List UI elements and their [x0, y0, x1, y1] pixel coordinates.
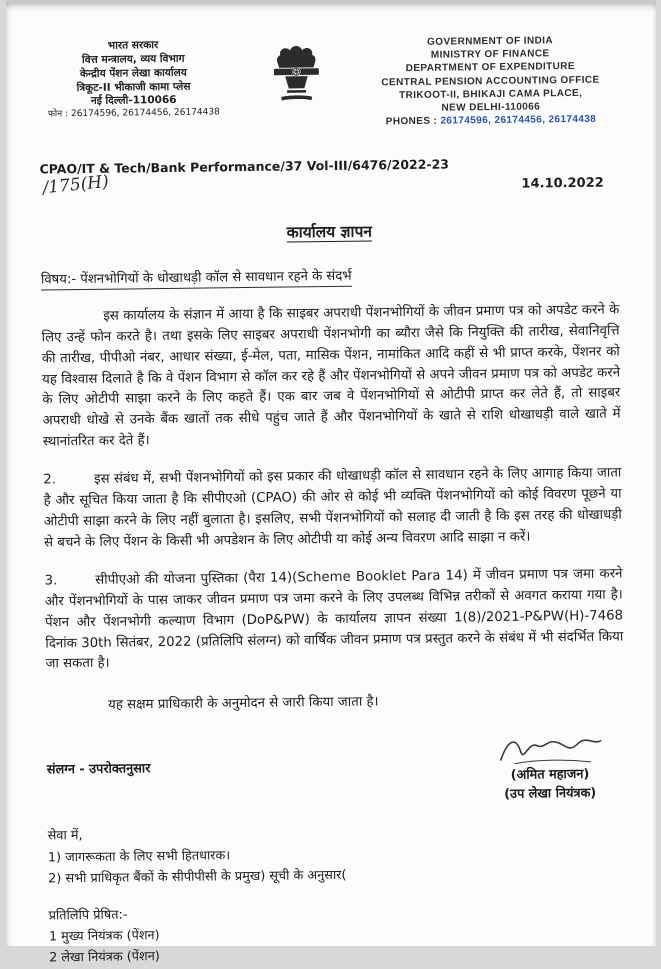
paragraph-2 [43, 464, 622, 554]
signatory-designation: (उप लेखा नियंत्रक) [503, 786, 596, 803]
phones-numbers: 26174596, 26174456, 26174438 [439, 113, 596, 127]
letterhead-hindi-line: भारत सरकार [107, 39, 158, 52]
letterhead-hindi-line: त्रिकूट-II भीकाजी कामा प्लेस [76, 80, 191, 94]
document-date: 14.10.2022 [520, 175, 604, 192]
letterhead-hindi-line: केन्द्रीय पेंशन लेखा कार्यालय [79, 66, 187, 80]
letterhead-english-line: CENTRAL PENSION ACCOUNTING OFFICE [380, 74, 600, 88]
letterhead-english-line: TRIKOOT-II, BHIKAJI CAMA PLACE, [398, 87, 582, 101]
letterhead-english-block [363, 33, 616, 128]
memo-title: कार्यालय ज्ञापन [286, 222, 372, 242]
scanned-office-memorandum [6, 0, 656, 966]
reference-number: CPAO/IT & Tech/Bank Performance/37 Vol-III/6476/2022-23 [38, 156, 449, 177]
letterhead-english-line: DEPARTMENT OF EXPENDITURE [405, 61, 575, 75]
letterhead-english-line: NEW DELHI-110066 [440, 101, 540, 114]
phones-label: PHONES : [385, 115, 441, 128]
letterhead-hindi-phone-line: फोन : 26174596, 26174456, 26174438 [47, 107, 220, 120]
signature-row [46, 733, 625, 810]
addressee-block [47, 819, 626, 889]
reference-left [39, 153, 521, 198]
paragraph-2-text: इस संबंध में, सभी पेंशनभोगियों को इस प्रकार की धोखाधड़ी कॉल से सावधान रहने के लिए आगाह किया जाता है और सूचित किया जाता है कि सीपीएओ (CPAO) की ओर से कोई भी व्यक्ति पेंशनभोगियों को कोई विवरण पूछने या ओटीपी साझा करने के लिए नहीं बुलाता है। इसलिए, सभी पेंशनभोगियों को सलाह दी जाती है कि इस तरह की धोखाधड़ी से बचने के लिए पेंशन के किसी भी अपडेशन के लिए ओटीपी या कोई अन्य विवरण आदि साझा न करें। [43, 465, 622, 551]
letterhead-english-line: GOVERNMENT OF INDIA [426, 35, 553, 48]
copy-to-block [48, 898, 627, 968]
letterhead-phones-line [364, 113, 616, 129]
paragraph-1 [41, 301, 621, 453]
national-emblem-icon [260, 37, 331, 108]
addressee-salutation: सेवा में, [47, 828, 83, 844]
document-content [1, 0, 661, 969]
subject-text: विषय:- पेंशनभोगियों के धोखाधड़ी कॉल से सावधान रहने के संदर्भ [40, 269, 351, 291]
letterhead-english-line: MINISTRY OF FINANCE [430, 48, 550, 61]
signature-scribble-icon [494, 733, 604, 768]
letterhead [37, 33, 616, 132]
paragraph-3 [44, 565, 623, 676]
signatory-name: (अमित महाजन) [510, 766, 589, 783]
copy-to-item: 2 लेखा नियंत्रक (पेंशन) [48, 949, 160, 966]
subject-line [40, 263, 618, 288]
enclosure-note: संलग्न - उपरोक्तनुसार [46, 761, 150, 778]
addressee-item: 1) जागरूकता के लिए सभी हितधारक। [47, 847, 230, 866]
copy-to-heading: प्रतिलिपि प्रेषित:- [48, 907, 127, 924]
title-row [40, 217, 618, 246]
handwritten-diary-number: /175(H) [41, 172, 110, 199]
closing-line [45, 689, 623, 714]
addressee-item: 2) सभी प्राधिकृत बैंकों के सीपीपीसी के प्रमुख) सूची के अनुसार( [47, 867, 347, 887]
letterhead-hindi-block [37, 38, 228, 121]
paragraph-2-number: 2. [42, 472, 56, 488]
letterhead-hindi-line: वित्त मन्त्रालय, व्यय विभाग [81, 52, 185, 66]
reference-row [39, 152, 617, 198]
copy-to-item: 1 मुख्य नियंत्रक (पेंशन) [48, 928, 160, 945]
paragraph-3-text: सीपीएओ की योजना पुस्तिका (पैरा 14)(Scheme Booklet Para 14) में जीवन प्रमाण पत्र जमा करने और पेंशनभोगियों के पास जाकर जीवन प्रमाण पत्र जमा करने के लिए उपलब्ध विभिन्न तरीकों से अवगत कराया गया है। पेंशन और पेंशनभोगी कल्याण विभाग (DoP&PW) के कार्यालय ज्ञापन संख्या 1(8)/2021-P&PW(H)-7468 दिनांक 30th सितंबर, 2022 (प्रतिलिपि संलग्न) को वार्षिक जीवन प्रमाण पत्र प्रस्तुत करने के संबंध में भी संदर्भित किया जा सकता है। [44, 566, 623, 672]
paragraph-1-text: इस कार्यालय के संज्ञान में आया है कि साइबर अपराधी पेंशनभोगियों के जीवन प्रमाण पत्र को अपडेट करने के लिए उन्हें फोन करते है। तथा इसके लिए साइबर अपराधी पेंशनभोगी का ब्यौरा जैसे कि नियुक्ति की तारीख, सेवानिवृत्ति की तारीख, पीपीओ नंबर, आधार संख्या, ई-मेल, पता, मासिक पेंशन, नामांकित आदि कहीं से भी प्राप्त करके, पेंशनर को यह विश्वास दिलाते है कि वे पेंशन विभाग से कॉल कर रहे हैं और पेंशनभोगियों से अपने जीवन प्रमाण पत्र को अपडेट करने के लिए ओटीपी साझा करने के लिए कहते हैं। एक बार जब वे पेंशनभोगियों से ओटीपी प्राप्त कर लेते हैं, तो साइबर अपराधी धोखे से उनके बैंक खातों तक सीधे पहुंच जाते हैं और पेंशनभोगियों के खाते से राशि धोखाधड़ी वाले खाते में स्थानांतरित कर देते हैं। [41, 302, 621, 450]
closing-text: यह सक्षम प्राधिकारी के अनुमोदन से जारी किया जाता है। [107, 694, 379, 713]
paragraph-3-number: 3. [43, 573, 57, 589]
signature-block [494, 733, 625, 805]
letterhead-hindi-line: नई दिल्ली-110066 [90, 94, 177, 108]
